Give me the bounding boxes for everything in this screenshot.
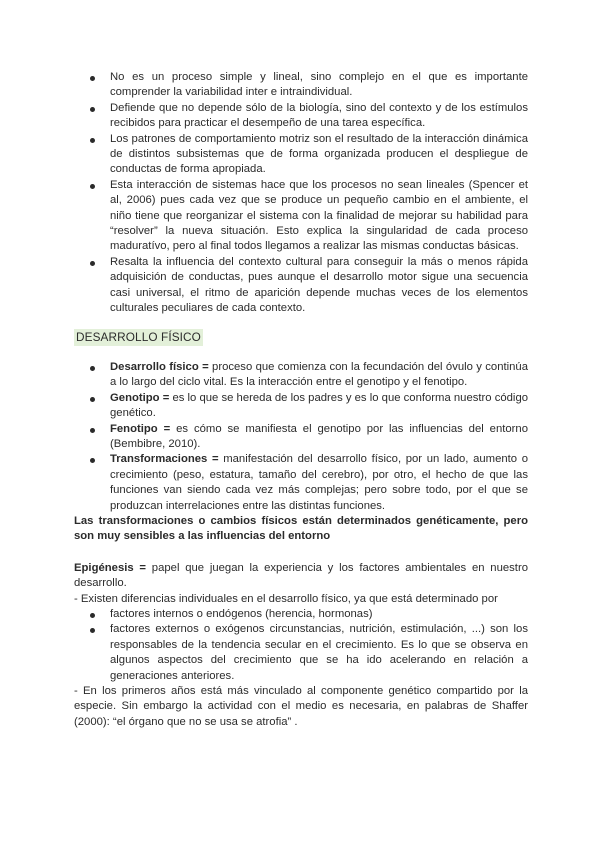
definition-text: manifestación del desarrollo físico, por un lado, aumento o crecimiento (peso, estatura, tamaño del cerebro), por otro, el hecho de que las funciones van siendo cada vez más complejas; pero sobre todo, por el que se produzcan interrelaciones entre las distintas funciones. (110, 453, 528, 512)
list-item: Los patrones de comportamiento motriz son el resultado de la interacción dinámica de distintos subsistemas que de forma organizada producen el despliegue de conductas de forma apropiada. (74, 132, 528, 178)
definition-item (74, 452, 528, 514)
list-item: factores externos o exógenos circunstancias, nutrición, estimulación, ...) son los responsables de la tendencia secular en el crecimiento. Es lo que se observa en algunos aspectos del crecimiento que se ha ido acelerando en relación a generaciones anteriores. (74, 622, 528, 684)
epigenesis-text: papel que juegan la experiencia y los factores ambientales en nuestro desarrollo. (74, 561, 528, 590)
definition-term: Fenotipo = (110, 422, 171, 435)
list-item: Esta interacción de sistemas hace que los procesos no sean lineales (Spencer et al, 2006) pues cada vez que se produce un pequeño cambio en el ambiente, el niño tiene que reorganizar el sistema con la finalidad de mejorar su habilidad para “resolver” la nueva situación. Esto explica la singularidad de cada proceso maduratívo, pero al final todos llegamos a realizar las mismas conductas básicas. (74, 178, 528, 255)
definition-list (74, 360, 528, 514)
list-item: Defiende que no depende sólo de la biología, sino del contexto y de los estímulos recibidos para practicar el desempeño de una tarea específica. (74, 101, 528, 132)
definition-term: Genotipo = (110, 391, 170, 404)
closing-paragraph: - En los primeros años está más vinculado al componente genético compartido por la especie. Sin embargo la actividad con el medio es necesaria, en palabras de Shaffer (2000): “el órgano que no se usa se atrofia” . (74, 685, 528, 728)
bold-statement: Las transformaciones o cambios físicos están determinados genéticamente, pero son muy sensibles a las influencias del entorno (74, 514, 528, 543)
definition-text: es cómo se manifiesta el genotipo por las influencias del entorno (Bembibre, 2010). (110, 422, 528, 450)
document-content (74, 70, 528, 730)
epigenesis-term: Epigénesis = (74, 561, 147, 574)
definition-text: es lo que se hereda de los padres y es lo que conforma nuestro código genético. (110, 391, 529, 420)
definition-term: Transformaciones = (110, 453, 219, 466)
section-title: DESARROLLO FÍSICO (74, 329, 203, 346)
list-item: factores internos o endógenos (herencia, hormonas) (74, 607, 528, 622)
definition-item (74, 360, 528, 391)
list-item: No es un proceso simple y lineal, sino complejo en el que es importante comprender la variabilidad inter e intraindividual. (74, 70, 528, 101)
definition-text: proceso que comienza con la fecundación del óvulo y continúa a lo largo del ciclo vital. Es la interacción entre el genotipo y el fenotipo. (110, 360, 528, 389)
list-item: Resalta la influencia del contexto cultural para conseguir la más o menos rápida adquisición de conductas, pues aunque el desarrollo motor sigue una secuencia casi universal, el ritmo de aparición depende muchas veces de los elementos culturales peculiares de cada contexto. (74, 255, 528, 317)
factor-bullet-list (74, 607, 528, 684)
definition-term: Desarrollo físico = (110, 360, 209, 373)
intro-bullet-list (74, 70, 528, 317)
differences-line: - Existen diferencias individuales en el desarrollo físico, ya que está determinado por (74, 592, 498, 605)
epigenesis-paragraph (74, 561, 528, 592)
definition-item (74, 391, 528, 422)
definition-item (74, 422, 528, 453)
spacer (74, 545, 528, 561)
